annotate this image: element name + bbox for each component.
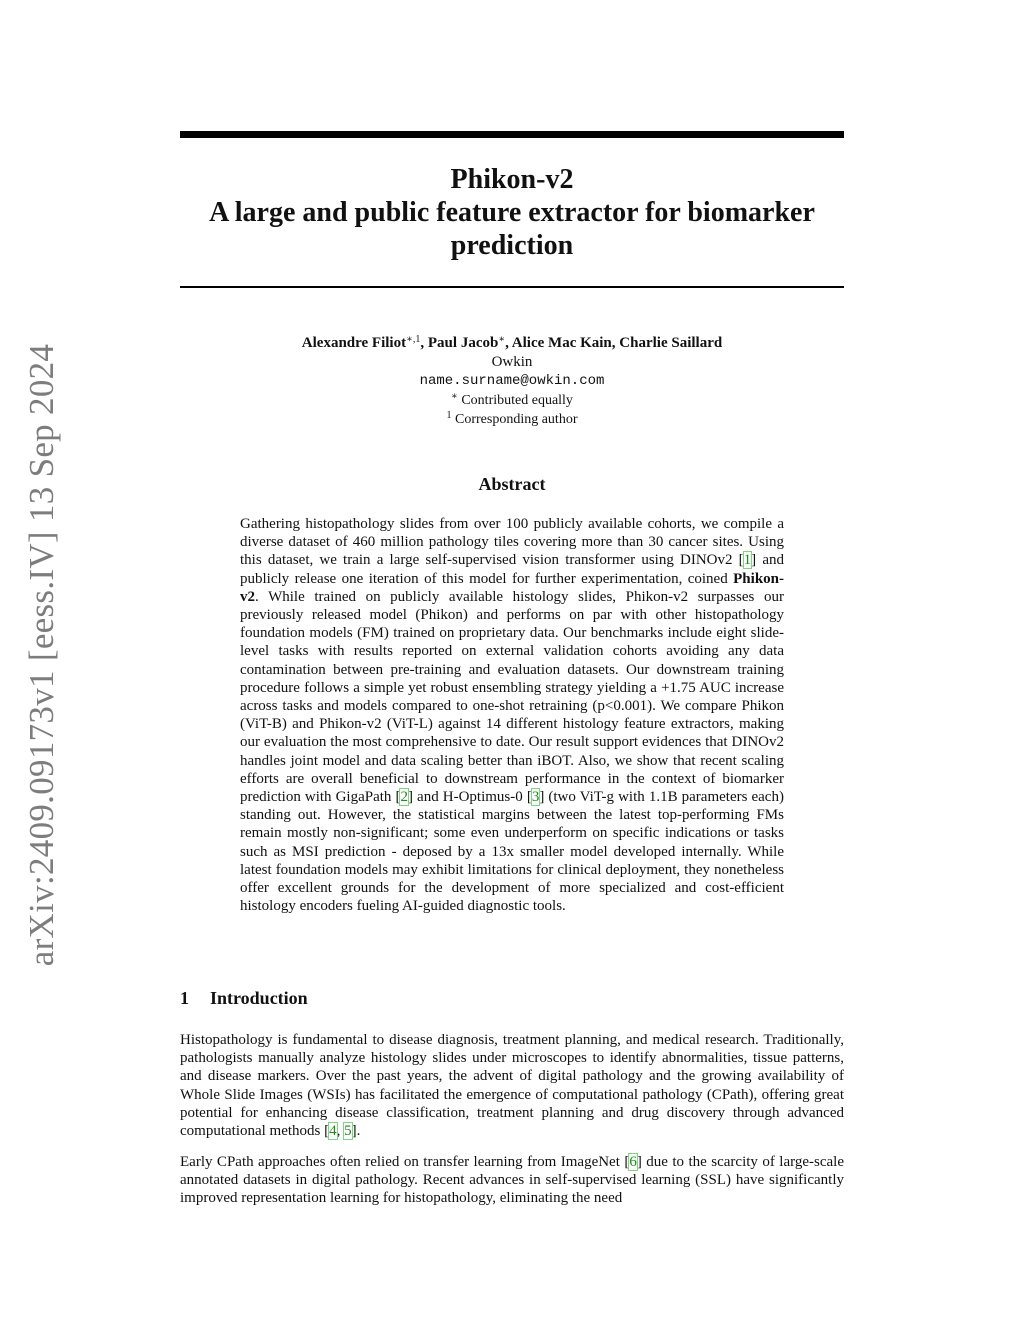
citation-separator: , (336, 1123, 345, 1140)
abstract-heading: Abstract (478, 474, 546, 494)
intro-paragraph-1 (180, 1031, 844, 1140)
arxiv-side-stamp: arXiv:2409.09173v1 [eess.IV] 13 Sep 2024 (22, 343, 61, 967)
citation-link[interactable]: 6 (629, 1154, 637, 1170)
citation-link[interactable]: 2 (400, 789, 408, 806)
author-2-marks: ∗ (498, 334, 506, 345)
footnote-mark-2: 1 (446, 410, 452, 421)
abstract-part-2: ] and publicly release one iteration of this model for further experimentation, coined (240, 552, 784, 587)
author-1: Alexandre Filiot (301, 335, 407, 351)
section-title: Introduction (210, 988, 308, 1008)
title-line-1: Phikon-v2 (450, 164, 574, 195)
intro-p2-text: Early CPath approaches often relied on transfer learning from ImageNet [ (180, 1154, 630, 1170)
title-rule-bottom (180, 286, 844, 288)
abstract-part-1: Gathering histopathology slides from over 100 publicly available cohorts, we compile a diverse dataset of 460 million pathology tiles covering more than 30 cancer sites. Using this dataset, we train a large self-supervised vision transformer using DINOv2 [ (240, 516, 784, 569)
title-line-3: prediction (450, 230, 574, 261)
footnote-mark-1: ∗ (451, 391, 458, 402)
citation-link[interactable]: 1 (743, 552, 752, 569)
paper-title (180, 163, 844, 262)
citation-link[interactable]: 4 (329, 1123, 337, 1140)
footnote-corresponding (180, 410, 844, 429)
citation-link[interactable]: 5 (344, 1123, 352, 1140)
intro-paragraph-2 (180, 1153, 844, 1208)
title-line-2: A large and public feature extractor for biomarker (209, 197, 815, 228)
model-name: Phikon-v2 (240, 570, 784, 605)
author-block (180, 334, 844, 429)
footnote-text-2: Corresponding author (451, 412, 578, 427)
author-1-marks: ∗,1 (406, 334, 421, 345)
author-email: name.surname@owkin.com (419, 373, 605, 389)
affiliation: Owkin (491, 354, 533, 370)
abstract-text (240, 515, 784, 915)
title-rule-top (180, 131, 844, 138)
abstract-part-3: . While trained on publicly available histology slides, Phikon-v2 surpasses our previously released model (Phikon) and performs on par with other histopathology foundation models (FM) trained on proprietary data. Our benchmarks include eight slide-level tasks with results reported on external validation cohorts avoiding any data contamination between pre-training and evaluation datasets. Our downstream training procedure follows a simple yet robust ensembling strategy yielding a +1.75 AUC increase across tasks and models compared to one-shot retraining (p<0.001). We compare Phikon (ViT-B) and Phikon-v2 (ViT-L) against 14 different histology feature extractors, making our evaluation the most comprehensive to date. Our result support evidences that DINOv2 handles joint model and data scaling better than iBOT. Also, we show that recent scaling efforts are overall beneficial to downstream performance in the context of biomarker prediction with GigaPath [ (240, 588, 784, 806)
author-names (180, 334, 844, 353)
author-2: , Paul Jacob (420, 335, 499, 351)
footnote-text-1: Contributed equally (457, 393, 573, 408)
intro-p1-end: ]. (351, 1123, 361, 1140)
section-heading-introduction (180, 988, 308, 1009)
abstract-part-5: ] (two ViT-g with 1.1B parameters each) standing out. However, the statistical margins between the latest top-performing FMs remain mostly non-significant; some even underperform on specific indications or tasks such as MSI prediction - deposed by a 13x smaller model developed internally. While latest foundation models may exhibit limitations for clinical deployment, they nonetheless offer excellent grounds for the development of more specialized and cost-efficient histology encoders fueling AI-guided diagnostic tools. (240, 789, 784, 915)
other-authors: , Alice Mac Kain, Charlie Saillard (505, 335, 723, 351)
abstract-part-4: ] and H-Optimus-0 [ (407, 789, 532, 806)
footnote-equal-contribution (180, 391, 844, 410)
intro-p2-rest: ] due to the scarcity of large-scale annotated datasets in digital pathology. Recent advances in self-supervised learning (SSL) have significantly improved representation learning for histopathology, eliminating the need (180, 1154, 844, 1207)
intro-p1-text: Histopathology is fundamental to disease diagnosis, treatment planning, and medical research. Traditionally, pathologists manually analyze histology slides under microscopes to identify abnormalities, tissue patterns, and disease markers. Over the past years, the advent of digital pathology and the growing availability of Whole Slide Images (WSIs) has facilitated the emergence of computational pathology (CPath), offering great potential for enhancing disease classification, treatment planning and drug discovery through advanced computational methods [ (180, 1032, 844, 1140)
section-number: 1 (180, 988, 189, 1008)
citation-link[interactable]: 3 (531, 789, 540, 806)
